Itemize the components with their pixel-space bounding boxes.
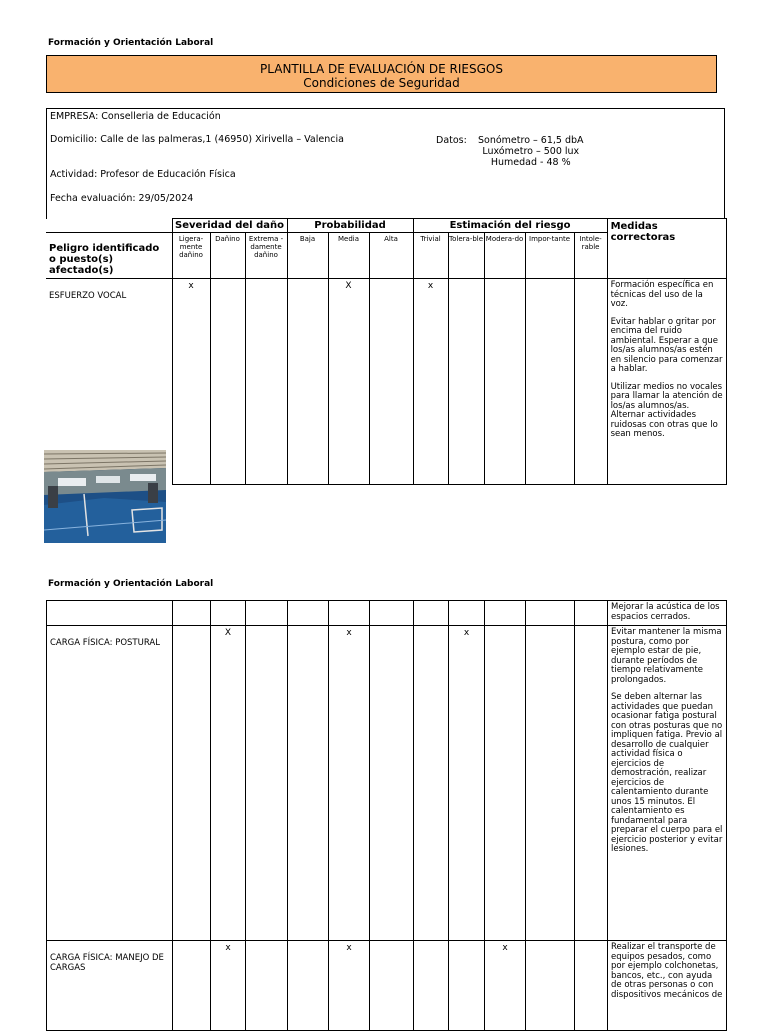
humedad-value: Humedad - 48 % bbox=[490, 157, 571, 168]
company-info bbox=[46, 108, 725, 219]
mark-prob-media: X bbox=[328, 279, 369, 485]
measure-item: Formación específica en técnicas del uso de la voz. bbox=[610, 280, 714, 309]
header-severidad: Severidad del daño bbox=[172, 219, 287, 233]
header-estimacion: Estimación del riesgo bbox=[413, 219, 607, 233]
mark-sev-ligeramente: x bbox=[172, 279, 210, 485]
measures-manejo-cargas: Realizar el transporte de equipos pesados, como por ejemplo colchonetas, bancos, etc., con ayuda de otras personas o con dispositivos mecánicos de bbox=[608, 941, 727, 1031]
gymnasium-photo bbox=[44, 450, 166, 543]
template-title: PLANTILLA DE EVALUACIÓN DE RIESGOS bbox=[260, 62, 503, 76]
mark-prob-media: x bbox=[329, 941, 370, 1031]
measure-acustica: Mejorar la acústica de los espacios cerrados. bbox=[608, 601, 727, 626]
header-est-moderado: Modera-do bbox=[484, 233, 525, 279]
header-prob-baja: Baja bbox=[287, 233, 328, 279]
template-header bbox=[46, 55, 717, 93]
mark-est-tolerable: x bbox=[449, 626, 485, 941]
header-est-tolerable: Tolera-ble bbox=[448, 233, 484, 279]
empresa: EMPRESA: Conselleria de Educación bbox=[50, 111, 221, 122]
mark-prob-media: x bbox=[329, 626, 370, 941]
domicilio: Domicilio: Calle de las palmeras,1 (46950) Xirivella – Valencia bbox=[50, 134, 344, 145]
measure-item: Se deben alternar las actividades que puedan ocasionar fatiga postural con otras posturas que no impliquen fatiga. Previo al desarrollo de cualquier actividad física o ejercicios de demostración, realizar ejercicios de calentamiento durante unos 15 minutos. El calentamiento es fundamental para preparar el cuerpo para el ejercicio posterior y evitar lesiones. bbox=[611, 692, 723, 854]
section-title-2: Formación y Orientación Laboral bbox=[48, 579, 214, 589]
header-est-trivial: Trivial bbox=[413, 233, 448, 279]
header-est-intolerable: Intole-rable bbox=[574, 233, 607, 279]
mark-est-moderado: x bbox=[485, 941, 526, 1031]
mark-sev-danino: X bbox=[211, 626, 246, 941]
sonometro-value: Sonómetro – 61,5 dbA bbox=[478, 135, 584, 146]
measure-item: Utilizar medios no vocales para llamar la atención de los/as alumnos/as. Alternar actividades ruidosas con otras que lo sean menos. bbox=[610, 381, 723, 439]
table-row bbox=[47, 941, 727, 1031]
hazard-carga-postural: CARGA FÍSICA: POSTURAL bbox=[47, 626, 173, 941]
header-sev-danino: Dañino bbox=[210, 233, 245, 279]
header-prob-media: Media bbox=[328, 233, 369, 279]
mark-sev-danino: x bbox=[211, 941, 246, 1031]
datos-label: Datos: bbox=[436, 135, 467, 146]
header-peligro: Peligro identificado o puesto(s) afectado(s) bbox=[46, 233, 172, 279]
section-title: Formación y Orientación Laboral bbox=[48, 38, 214, 48]
risk-table-continued bbox=[46, 600, 727, 1031]
measures-esfuerzo-vocal bbox=[607, 279, 726, 485]
header-prob-alta: Alta bbox=[369, 233, 413, 279]
header-medidas: Medidas correctoras bbox=[607, 219, 726, 279]
measure-item: Evitar mantener la misma postura, como por ejemplo estar de pie, durante períodos de tiempo relativamente prolongados. bbox=[611, 627, 722, 685]
luxometro-value: Luxómetro – 500 lux bbox=[482, 146, 580, 157]
risk-table bbox=[46, 218, 727, 485]
fecha-evaluacion: Fecha evaluación: 29/05/2024 bbox=[50, 193, 194, 204]
actividad: Actividad: Profesor de Educación Física bbox=[50, 169, 236, 180]
header-est-importante: Impor-tante bbox=[525, 233, 574, 279]
header-sev-extrema: Extrema - damente dañino bbox=[245, 233, 287, 279]
table-row bbox=[47, 601, 727, 626]
template-subtitle: Condiciones de Seguridad bbox=[303, 76, 460, 90]
hazard-esfuerzo-vocal: ESFUERZO VOCAL bbox=[46, 279, 172, 485]
measure-item: Evitar hablar o gritar por encima del ruido ambiental. Esperar a que los/as alumnos/as estén en silencio para comenzar a hablar. bbox=[610, 316, 723, 374]
header-probabilidad: Probabilidad bbox=[287, 219, 413, 233]
table-row bbox=[47, 626, 727, 941]
hazard-manejo-cargas: CARGA FÍSICA: MANEJO DE CARGAS bbox=[47, 941, 173, 1031]
mark-est-trivial: x bbox=[413, 279, 448, 485]
measures-carga-postural bbox=[608, 626, 727, 941]
header-sev-ligeramente: Ligera-mente dañino bbox=[172, 233, 210, 279]
